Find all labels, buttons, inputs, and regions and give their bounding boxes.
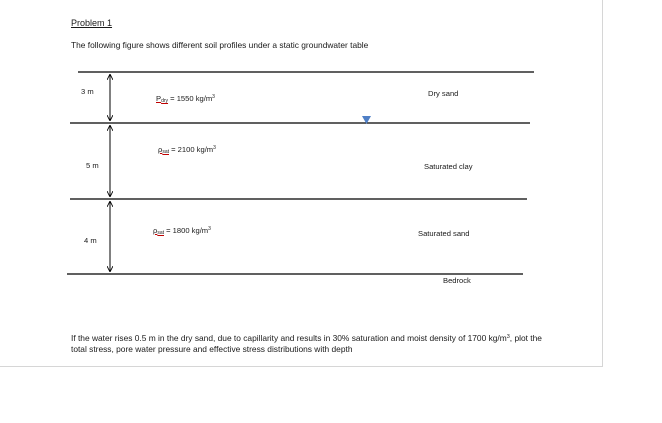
- problem-intro: The following figure shows different soil profiles under a static groundwater table: [71, 40, 369, 50]
- layer-1-thickness: 3 m: [81, 87, 94, 96]
- layer-3-density: $\rho_{sat} = 1800$ $kg/m^3$: [153, 226, 211, 236]
- layer-3-thickness: 4 m: [84, 236, 97, 245]
- layer-3-soil: Saturated sand: [418, 229, 470, 238]
- layer-1-density: $P_{dry} = 1550$ $kg/m^3$: [156, 94, 215, 104]
- layer-2-density: $\rho_{sat} = 2100$ $kg/m^3$: [158, 145, 216, 155]
- problem-question: If the water rises 0.5 m in the dry sand, due to capillarity and results in 30% saturation and moist density of 1700 $kg/m^3$, plot the total stress, pore water pressure and effective stress distributions with depth: [71, 333, 542, 354]
- layer-1-soil: Dry sand: [428, 89, 459, 98]
- layer-2-thickness: 5 m: [86, 161, 99, 170]
- layer-2-soil: Saturated clay: [424, 162, 473, 171]
- problem-title: Problem 1: [71, 18, 113, 28]
- bedrock-label: Bedrock: [443, 276, 471, 285]
